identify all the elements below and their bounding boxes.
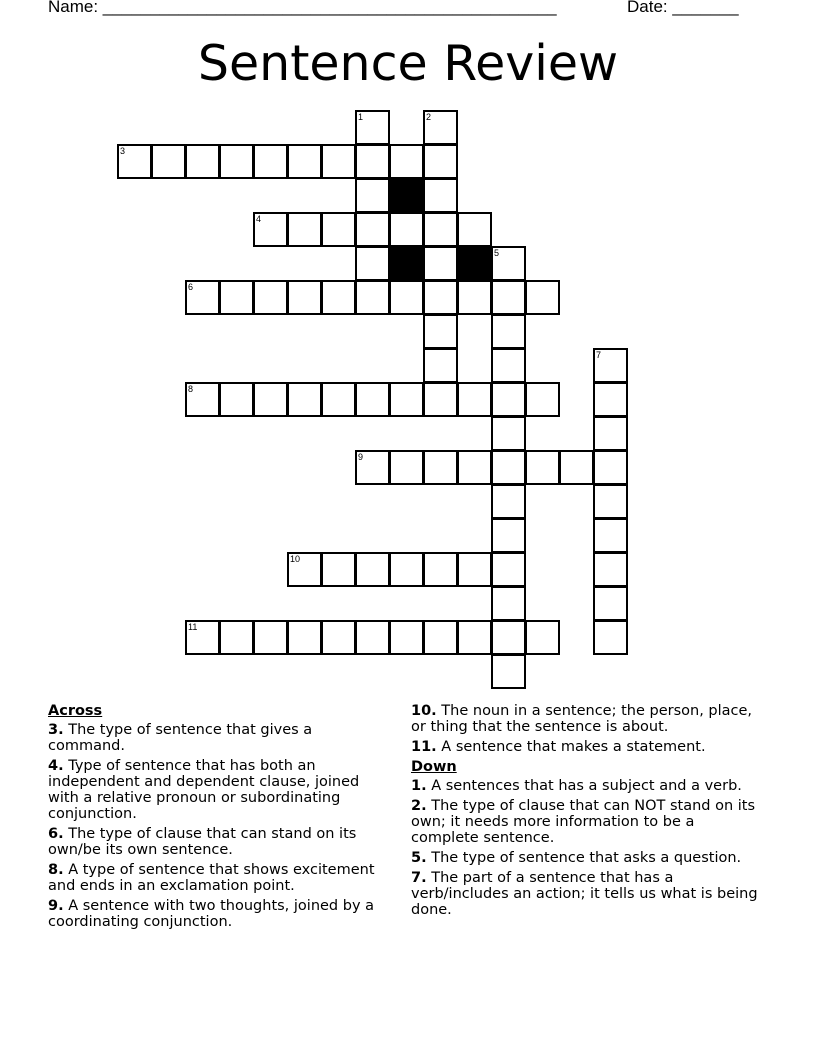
clue-number-2: 2 <box>426 112 432 122</box>
crossword-cell[interactable] <box>593 416 628 451</box>
crossword-cell[interactable] <box>491 450 526 485</box>
name-field-label: Name: ________________________________________________ <box>48 0 557 16</box>
crossword-cell[interactable] <box>525 620 560 655</box>
crossword-cell[interactable] <box>423 314 458 349</box>
crossword-cell[interactable] <box>559 450 594 485</box>
crossword-cell[interactable] <box>185 620 220 655</box>
clue-number-6: 6 <box>188 282 194 292</box>
down-clue-1: 1. A sentences that has a subject and a verb. <box>411 778 742 794</box>
crossword-cell[interactable] <box>491 416 526 451</box>
crossword-cell[interactable] <box>491 280 526 315</box>
clue-number-10: 10 <box>290 554 301 564</box>
clue-number-4: 4 <box>256 214 262 224</box>
crossword-cell[interactable] <box>219 382 254 417</box>
crossword-cell[interactable] <box>287 212 322 247</box>
crossword-cell[interactable] <box>457 280 492 315</box>
across-clue-4: 4. Type of sentence that has both an independent and dependent clause, joined with a relative pronoun or subordinating conjunction. <box>48 758 360 822</box>
crossword-cell[interactable] <box>389 212 424 247</box>
crossword-cell[interactable] <box>491 348 526 383</box>
crossword-cell[interactable] <box>321 620 356 655</box>
across-clue-8: 8. A type of sentence that shows excitement and ends in an exclamation point. <box>48 862 375 894</box>
crossword-cell[interactable] <box>321 552 356 587</box>
crossword-cell[interactable] <box>253 382 288 417</box>
crossword-cell[interactable] <box>321 382 356 417</box>
crossword-cell[interactable] <box>355 212 390 247</box>
crossword-cell[interactable] <box>389 620 424 655</box>
clue-number-7: 7 <box>596 350 602 360</box>
crossword-cell[interactable] <box>185 382 220 417</box>
crossword-cell[interactable] <box>593 382 628 417</box>
crossword-black-cell <box>389 246 424 281</box>
down-clue-7: 7. The part of a sentence that has a verb/includes an action; it tells us what is being done. <box>411 870 758 918</box>
crossword-cell[interactable] <box>593 518 628 553</box>
crossword-black-cell <box>457 246 492 281</box>
crossword-cell[interactable] <box>525 382 560 417</box>
crossword-cell[interactable] <box>491 620 526 655</box>
crossword-cell[interactable] <box>355 450 390 485</box>
across-clue-10: 10. The noun in a sentence; the person, place, or thing that the sentence is about. <box>411 703 753 735</box>
across-clue-9: 9. A sentence with two thoughts, joined by a coordinating conjunction. <box>48 898 375 930</box>
date-field-label: Date: _______ <box>627 0 739 16</box>
across-clue-6: 6. The type of clause that can stand on its own/be its own sentence. <box>48 826 357 858</box>
crossword-cell[interactable] <box>423 620 458 655</box>
clues-column-left <box>48 703 393 934</box>
crossword-cell[interactable] <box>185 280 220 315</box>
crossword-cell[interactable] <box>389 552 424 587</box>
crossword-cell[interactable] <box>253 620 288 655</box>
crossword-cell[interactable] <box>423 382 458 417</box>
crossword-cell[interactable] <box>491 654 526 689</box>
crossword-cell[interactable] <box>491 246 526 281</box>
crossword-cell[interactable] <box>423 552 458 587</box>
crossword-cell[interactable] <box>423 212 458 247</box>
crossword-cell[interactable] <box>355 178 390 213</box>
crossword-cell[interactable] <box>423 348 458 383</box>
crossword-cell[interactable] <box>287 552 322 587</box>
crossword-cell[interactable] <box>389 450 424 485</box>
crossword-cell[interactable] <box>219 280 254 315</box>
crossword-cell[interactable] <box>457 212 492 247</box>
clue-number-8: 8 <box>188 384 194 394</box>
crossword-cell[interactable] <box>491 382 526 417</box>
crossword-cell[interactable] <box>355 280 390 315</box>
crossword-cell[interactable] <box>491 314 526 349</box>
crossword-cell[interactable] <box>491 586 526 621</box>
crossword-cell[interactable] <box>185 144 220 179</box>
across-clue-11: 11. A sentence that makes a statement. <box>411 739 706 755</box>
clue-number-11: 11 <box>188 622 198 632</box>
across-heading: Across <box>48 703 103 719</box>
crossword-cell[interactable] <box>525 450 560 485</box>
crossword-cell[interactable] <box>423 178 458 213</box>
crossword-cell[interactable] <box>593 348 628 383</box>
crossword-cell[interactable] <box>593 552 628 587</box>
clue-number-3: 3 <box>120 146 126 156</box>
crossword-cell[interactable] <box>355 620 390 655</box>
crossword-cell[interactable] <box>457 552 492 587</box>
crossword-cell[interactable] <box>253 280 288 315</box>
down-clue-2: 2. The type of clause that can NOT stand on its own; it needs more information to be a complete sentence. <box>411 798 756 846</box>
crossword-cell[interactable] <box>389 144 424 179</box>
clues-column-right <box>411 703 761 922</box>
crossword-cell[interactable] <box>253 212 288 247</box>
crossword-cell[interactable] <box>321 212 356 247</box>
crossword-cell[interactable] <box>355 382 390 417</box>
crossword-cell[interactable] <box>355 552 390 587</box>
clue-number-9: 9 <box>358 452 364 462</box>
crossword-cell[interactable] <box>457 450 492 485</box>
crossword-cell[interactable] <box>491 552 526 587</box>
crossword-cell[interactable] <box>491 518 526 553</box>
crossword-cell[interactable] <box>355 144 390 179</box>
crossword-cell[interactable] <box>321 144 356 179</box>
crossword-cell[interactable] <box>457 382 492 417</box>
crossword-cell[interactable] <box>593 450 628 485</box>
crossword-cell[interactable] <box>593 586 628 621</box>
down-clue-5: 5. The type of sentence that asks a question. <box>411 850 742 866</box>
clue-number-1: 1 <box>358 112 364 122</box>
crossword-cell[interactable] <box>355 110 390 145</box>
crossword-cell[interactable] <box>389 382 424 417</box>
crossword-cell[interactable] <box>389 280 424 315</box>
crossword-cell[interactable] <box>253 144 288 179</box>
crossword-black-cell <box>389 178 424 213</box>
crossword-cell[interactable] <box>423 450 458 485</box>
crossword-cell[interactable] <box>593 484 628 519</box>
crossword-cell[interactable] <box>423 246 458 281</box>
crossword-cell[interactable] <box>423 110 458 145</box>
crossword-cell[interactable] <box>219 144 254 179</box>
across-clue-3: 3. The type of sentence that gives a command. <box>48 722 313 754</box>
crossword-cell[interactable] <box>423 280 458 315</box>
crossword-cell[interactable] <box>219 620 254 655</box>
crossword-cell[interactable] <box>491 484 526 519</box>
down-heading: Down <box>411 759 457 775</box>
crossword-cell[interactable] <box>321 280 356 315</box>
crossword-cell[interactable] <box>287 144 322 179</box>
clue-number-5: 5 <box>494 248 500 258</box>
crossword-cell[interactable] <box>287 382 322 417</box>
crossword-cell[interactable] <box>593 620 628 655</box>
crossword-cell[interactable] <box>457 620 492 655</box>
crossword-cell[interactable] <box>355 246 390 281</box>
crossword-cell[interactable] <box>287 280 322 315</box>
crossword-cell[interactable] <box>287 620 322 655</box>
crossword-cell[interactable] <box>151 144 186 179</box>
page-title: Sentence Review <box>197 35 619 92</box>
crossword-cell[interactable] <box>423 144 458 179</box>
crossword-cell[interactable] <box>525 280 560 315</box>
crossword-cell[interactable] <box>117 144 152 179</box>
